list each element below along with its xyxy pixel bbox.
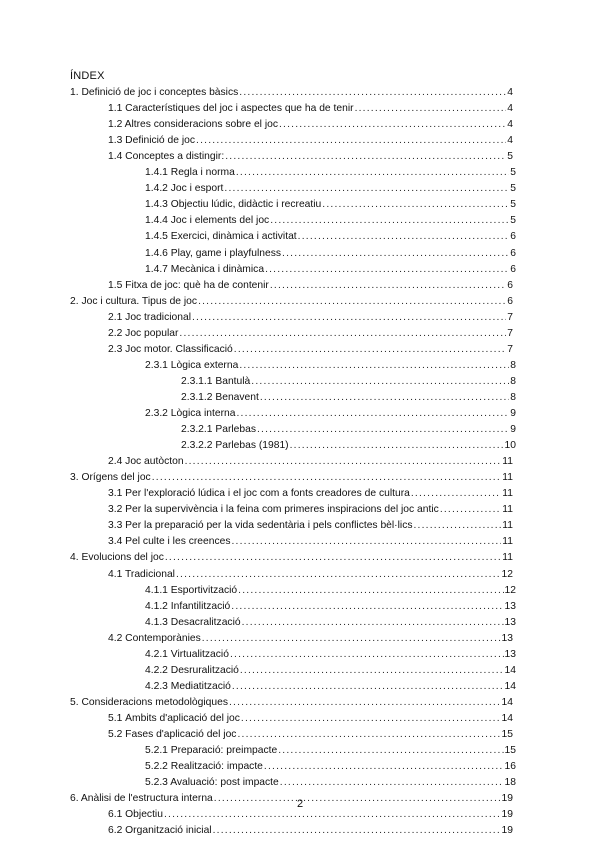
toc-entry-title: 4.2.2 Desruralització bbox=[145, 664, 239, 676]
toc-entry-page: 19 bbox=[501, 809, 513, 821]
toc-dot-leader bbox=[242, 617, 504, 628]
toc-dot-leader bbox=[234, 344, 507, 355]
toc-entry-title: 2.3.2.1 Parlebas bbox=[181, 424, 256, 436]
toc-entry[interactable] bbox=[145, 665, 516, 681]
toc-entry[interactable] bbox=[108, 344, 513, 360]
toc-dot-leader bbox=[264, 761, 504, 772]
toc-entry[interactable] bbox=[181, 392, 516, 408]
toc-entry-title: 1.4 Conceptes a distingir: bbox=[108, 151, 225, 163]
toc-entry[interactable] bbox=[145, 777, 516, 793]
toc-dot-leader bbox=[239, 87, 506, 98]
toc-entry-title: 1.1 Característiques del joc i aspectes que ha de tenir bbox=[108, 103, 354, 115]
toc-entry[interactable] bbox=[70, 697, 513, 713]
toc-dot-leader bbox=[225, 151, 506, 162]
toc-entry-title: 1.4.7 Mecànica i dinàmica bbox=[145, 263, 265, 275]
toc-entry[interactable] bbox=[145, 408, 516, 424]
toc-entry[interactable] bbox=[145, 183, 516, 199]
toc-entry[interactable] bbox=[181, 376, 516, 392]
toc-entry-page: 12 bbox=[501, 568, 513, 580]
toc-dot-leader bbox=[260, 392, 509, 403]
toc-entry-title: 5. Consideracions metodològiques bbox=[70, 696, 228, 708]
toc-dot-leader bbox=[231, 536, 501, 547]
toc-entry-page: 4 bbox=[507, 87, 513, 98]
toc-dot-leader bbox=[270, 215, 509, 226]
toc-entry[interactable] bbox=[145, 601, 516, 617]
toc-entry-title: 5.2 Fases d'aplicació del joc bbox=[108, 729, 237, 740]
toc-entry-page: 12 bbox=[504, 584, 516, 596]
toc-entry[interactable] bbox=[145, 745, 516, 761]
toc-dot-leader bbox=[411, 488, 501, 499]
toc-entry-page: 11 bbox=[502, 552, 513, 564]
toc-entry-page: 14 bbox=[504, 680, 516, 692]
toc-entry[interactable] bbox=[181, 424, 516, 440]
toc-entry-page: 14 bbox=[501, 696, 513, 708]
toc-entry-page: 5 bbox=[510, 183, 516, 195]
toc-entry-page: 14 bbox=[504, 664, 516, 676]
toc-entry-page: 6 bbox=[507, 295, 513, 307]
toc-entry[interactable] bbox=[145, 231, 516, 247]
toc-entry[interactable] bbox=[70, 472, 513, 488]
toc-entry-title: 2.3.1 Lògica externa bbox=[145, 359, 239, 371]
toc-dot-leader bbox=[290, 440, 504, 451]
toc-entry-title: 6.2 Organització inicial bbox=[108, 825, 212, 837]
toc-entry-page: 13 bbox=[504, 648, 516, 660]
toc-entry[interactable] bbox=[145, 585, 516, 601]
toc-entry-page: 5 bbox=[510, 199, 516, 211]
toc-entry-title: 2. Joc i cultura. Tipus de joc bbox=[70, 295, 198, 307]
toc-entry-page: 13 bbox=[504, 616, 516, 628]
toc-dot-leader bbox=[237, 729, 500, 740]
toc-entry[interactable] bbox=[108, 633, 513, 649]
toc-dot-leader bbox=[152, 472, 502, 483]
toc-entry[interactable] bbox=[108, 119, 513, 135]
toc-dot-leader bbox=[238, 585, 503, 596]
toc-dot-leader bbox=[202, 633, 501, 644]
toc-entry-page: 5 bbox=[507, 151, 513, 163]
toc-entry-title: 5.2.1 Preparació: preimpacte bbox=[145, 745, 278, 757]
toc-entry[interactable] bbox=[145, 167, 516, 183]
toc-dot-leader bbox=[231, 601, 503, 612]
toc-dot-leader bbox=[179, 328, 506, 339]
toc-entry-title: 2.3.1.2 Benavent bbox=[181, 391, 259, 403]
toc-entry-title: 3.3 Per la preparació per la vida sedentària i pels conflictes bèl·lics bbox=[108, 520, 413, 532]
toc-entry-title: 3.1 Per l'exploració lúdica i el joc com a fonts creadores de cultura bbox=[108, 488, 410, 500]
toc-entry[interactable] bbox=[145, 649, 516, 665]
toc-entry[interactable] bbox=[108, 488, 513, 504]
toc-entry-page: 7 bbox=[507, 327, 513, 339]
toc-entry-title: 2.2 Joc popular bbox=[108, 327, 179, 339]
toc-dot-leader bbox=[232, 681, 504, 692]
toc-entry[interactable] bbox=[108, 312, 513, 328]
toc-dot-leader bbox=[229, 697, 501, 708]
toc-entry-page: 4 bbox=[507, 135, 513, 147]
toc-entry-title: 6. Anàlisi de l'estructura interna bbox=[70, 793, 213, 805]
toc-entry[interactable] bbox=[70, 296, 513, 312]
toc-dot-leader bbox=[241, 713, 501, 724]
toc-entry-title: 4.1.1 Esportivització bbox=[145, 584, 238, 596]
toc-entry[interactable] bbox=[108, 825, 513, 841]
toc-entry-title: 2.3 Joc motor. Classificació bbox=[108, 343, 233, 355]
toc-entry-title: 4. Evolucions del joc bbox=[70, 552, 164, 564]
toc-dot-leader bbox=[257, 424, 509, 435]
toc-dot-leader bbox=[240, 665, 504, 676]
toc-entry-title: 2.4 Joc autòcton bbox=[108, 456, 184, 468]
toc-entry-title: 1.4.4 Joc i elements del joc bbox=[145, 215, 270, 227]
toc-dot-leader bbox=[414, 520, 502, 531]
toc-entry-title: 1. Definició de joc i conceptes bàsics bbox=[70, 87, 239, 98]
toc-entry-title: 2.3.2.2 Parlebas (1981) bbox=[181, 440, 289, 452]
toc-dot-leader bbox=[282, 248, 509, 259]
toc-entry-title: 1.4.1 Regla i norma bbox=[145, 167, 235, 179]
toc-entry-page: 11 bbox=[502, 520, 513, 532]
toc-entry[interactable] bbox=[108, 151, 513, 167]
toc-dot-leader bbox=[298, 231, 510, 242]
toc-entry-page: 8 bbox=[510, 359, 516, 371]
toc-entry-title: 4.2.1 Virtualització bbox=[145, 648, 229, 660]
toc-entry-page: 7 bbox=[507, 311, 513, 323]
toc-entry-page: 5 bbox=[510, 215, 516, 227]
toc-dot-leader bbox=[185, 456, 502, 467]
toc-entry[interactable] bbox=[108, 504, 513, 520]
toc-entry-page: 15 bbox=[504, 745, 516, 757]
toc-dot-leader bbox=[278, 745, 503, 756]
toc-entry[interactable] bbox=[145, 215, 516, 231]
toc-entry-title: 1.4.2 Joc i esport bbox=[145, 183, 224, 195]
toc-entry-page: 19 bbox=[501, 825, 513, 837]
toc-entry-title: 4.2.3 Mediatització bbox=[145, 680, 231, 692]
toc-dot-leader bbox=[280, 777, 504, 788]
toc-entry[interactable] bbox=[108, 328, 513, 344]
toc-entry-page: 11 bbox=[502, 504, 513, 516]
toc-entry[interactable] bbox=[70, 87, 513, 103]
toc-entry[interactable] bbox=[108, 280, 513, 296]
toc-dot-leader bbox=[165, 552, 501, 563]
toc-dot-leader bbox=[239, 360, 509, 371]
toc-entry-title: 5.2.2 Realització: impacte bbox=[145, 761, 263, 773]
toc-entry-page: 14 bbox=[501, 712, 513, 724]
toc-entry-title: 2.3.2 Lògica interna bbox=[145, 408, 236, 419]
toc-entry[interactable] bbox=[145, 248, 516, 264]
toc-dot-leader bbox=[230, 649, 504, 660]
toc-dot-leader bbox=[198, 296, 506, 307]
toc-entry[interactable] bbox=[145, 199, 516, 215]
toc-entry-title: 1.4.6 Play, game i playfulness bbox=[145, 247, 282, 259]
toc-entry[interactable] bbox=[145, 360, 516, 376]
toc-entry-page: 13 bbox=[504, 600, 516, 612]
toc-entry-page: 6 bbox=[507, 279, 513, 291]
toc-entry[interactable] bbox=[145, 681, 516, 697]
toc-entry-page: 15 bbox=[501, 729, 513, 740]
toc-entry[interactable] bbox=[108, 103, 513, 119]
toc-entry-title: 3. Orígens del joc bbox=[70, 472, 151, 484]
toc-dot-leader bbox=[164, 809, 501, 820]
toc-entry-title: 5.2.3 Avaluació: post impacte bbox=[145, 777, 279, 789]
toc-entry-title: 5.1 Àmbits d'aplicació del joc bbox=[108, 712, 240, 724]
toc-entry[interactable] bbox=[108, 456, 513, 472]
toc-entry[interactable] bbox=[108, 536, 513, 552]
page-title: ÍNDEX bbox=[70, 70, 105, 82]
toc-entry-title: 1.4.5 Exercici, dinàmica i activitat bbox=[145, 231, 297, 243]
toc-entry-page: 13 bbox=[501, 632, 513, 644]
toc-entry-title: 6.1 Objectiu bbox=[108, 809, 163, 821]
toc-entry[interactable] bbox=[108, 729, 513, 745]
toc-entry-title: 1.4.3 Objectiu lúdic, didàctic i recreatiu bbox=[145, 199, 322, 211]
toc-entry-page: 11 bbox=[502, 536, 513, 548]
toc-entry-title: 4.1.2 Infantilització bbox=[145, 600, 231, 612]
toc-entry-page: 11 bbox=[502, 488, 513, 500]
toc-entry-title: 2.3.1.1 Bantulà bbox=[181, 375, 251, 387]
toc-entry-page: 18 bbox=[504, 777, 516, 789]
toc-dot-leader bbox=[265, 264, 509, 275]
toc-entry[interactable] bbox=[108, 809, 513, 825]
toc-entry[interactable] bbox=[145, 761, 516, 777]
toc-entry[interactable] bbox=[108, 713, 513, 729]
toc-dot-leader bbox=[192, 312, 506, 323]
toc-entry-page: 9 bbox=[510, 424, 516, 436]
toc-entry[interactable] bbox=[108, 135, 513, 151]
toc-dot-leader bbox=[355, 103, 507, 114]
toc-entry-page: 6 bbox=[510, 247, 516, 259]
toc-entry-title: 2.1 Joc tradicional bbox=[108, 311, 191, 323]
toc-entry-title: 3.4 Pel culte i les creences bbox=[108, 536, 231, 548]
toc-entry-title: 4.1 Tradicional bbox=[108, 568, 175, 580]
toc-entry-page: 4 bbox=[507, 103, 513, 115]
toc-entry-page: 8 bbox=[510, 391, 516, 403]
toc-entry-page: 9 bbox=[510, 408, 516, 419]
toc-entry-page: 6 bbox=[510, 263, 516, 275]
toc-entry-title: 1.2 Altres consideracions sobre el joc bbox=[108, 119, 278, 131]
toc-entry-page: 7 bbox=[507, 343, 513, 355]
toc-entry[interactable] bbox=[145, 264, 516, 280]
toc-dot-leader bbox=[176, 569, 501, 580]
toc-entry-page: 16 bbox=[504, 761, 516, 773]
toc-dot-leader bbox=[236, 167, 509, 178]
toc-dot-leader bbox=[251, 376, 509, 387]
toc-entry-page: 19 bbox=[501, 793, 513, 805]
toc-entry-page: 11 bbox=[502, 472, 513, 484]
toc-entry-title: 3.2 Per la supervivència i la feina com primeres inspiracions del joc antic bbox=[108, 504, 439, 516]
toc-entry-page: 8 bbox=[510, 375, 516, 387]
toc-entry[interactable] bbox=[108, 569, 513, 585]
toc-entry-title: 4.2 Contemporànies bbox=[108, 632, 201, 644]
toc-entry-title: 1.3 Definició de joc bbox=[108, 135, 196, 147]
toc-dot-leader bbox=[213, 825, 501, 836]
toc-entry-title: 4.1.3 Desacralització bbox=[145, 616, 241, 628]
toc-entry-page: 10 bbox=[504, 440, 516, 452]
toc-entry[interactable] bbox=[181, 440, 516, 456]
toc-entry-page: 4 bbox=[507, 119, 513, 131]
toc-dot-leader bbox=[279, 119, 506, 130]
toc-entry[interactable] bbox=[145, 617, 516, 633]
toc-dot-leader bbox=[322, 199, 509, 210]
toc-dot-leader bbox=[224, 183, 509, 194]
toc-entry[interactable] bbox=[70, 552, 513, 568]
toc-dot-leader bbox=[236, 408, 509, 419]
toc-entry-title: 1.5 Fitxa de joc: què ha de contenir bbox=[108, 279, 269, 291]
toc-dot-leader bbox=[196, 135, 506, 146]
toc-entry-page: 6 bbox=[510, 231, 516, 243]
toc-dot-leader bbox=[270, 280, 506, 291]
page-number: 2 bbox=[296, 798, 304, 810]
toc-dot-leader bbox=[440, 504, 501, 515]
toc-entry-page: 5 bbox=[510, 167, 516, 179]
toc-entry-page: 11 bbox=[502, 456, 513, 468]
toc-entry[interactable] bbox=[108, 520, 513, 536]
